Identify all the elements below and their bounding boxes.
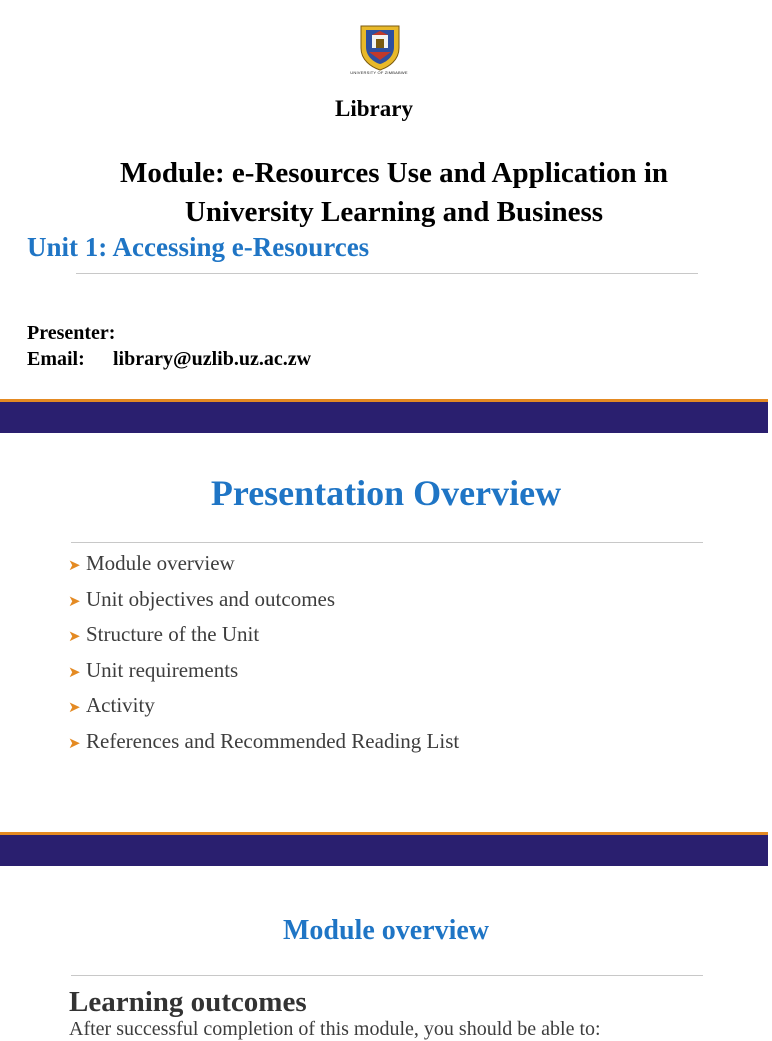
orange-arrow-bullet-icon: ➤ xyxy=(68,558,81,574)
list-item xyxy=(68,587,459,623)
list-item-label: Unit objectives and outcomes xyxy=(86,586,336,611)
module-overview-title: Module overview xyxy=(282,915,490,946)
module-title-line2: University Learning and Business xyxy=(184,196,604,228)
orange-arrow-bullet-icon: ➤ xyxy=(68,735,81,752)
orange-arrow-bullet-icon: ➤ xyxy=(68,700,81,716)
overview-bullet-list xyxy=(68,551,459,764)
title-slide xyxy=(0,0,768,400)
divider xyxy=(71,975,703,976)
orange-arrow-bullet-icon: ➤ xyxy=(68,593,81,610)
learning-outcomes-heading: Learning outcomes xyxy=(69,986,307,1018)
list-item-label: Activity xyxy=(86,693,155,717)
crest-caption: UNIVERSITY OF ZIMBABWE xyxy=(350,70,408,75)
divider xyxy=(71,542,703,543)
list-item xyxy=(68,658,459,694)
learning-outcomes-intro: After successful completion of this module, you should be able to: xyxy=(69,1018,601,1040)
list-item-label: Unit requirements xyxy=(86,657,239,682)
list-item xyxy=(68,622,459,658)
list-item-label: Structure of the Unit xyxy=(86,622,260,646)
list-item-label: Module overview xyxy=(86,551,235,575)
divider xyxy=(76,273,698,274)
list-item xyxy=(68,693,459,729)
module-title-line1: Module: e-Resources Use and Application in xyxy=(119,157,669,189)
list-item xyxy=(68,729,459,765)
presenter-label: Presenter: xyxy=(27,322,116,344)
module-title xyxy=(60,154,728,232)
email-row xyxy=(27,348,311,371)
slide-separator-band xyxy=(0,835,768,866)
orange-arrow-bullet-icon: ➤ xyxy=(68,664,81,681)
unit-title: Unit 1: Accessing e-Resources xyxy=(27,232,370,262)
presentation-overview-title: Presentation Overview xyxy=(210,473,562,513)
list-item-label: References and Recommended Reading List xyxy=(86,728,460,753)
email-value: library@uzlib.uz.ac.zw xyxy=(113,348,312,370)
email-label: Email: xyxy=(27,348,85,370)
list-item xyxy=(68,551,459,587)
library-heading: Library xyxy=(335,96,413,121)
slide-separator-band xyxy=(0,402,768,433)
orange-arrow-bullet-icon: ➤ xyxy=(68,629,81,645)
